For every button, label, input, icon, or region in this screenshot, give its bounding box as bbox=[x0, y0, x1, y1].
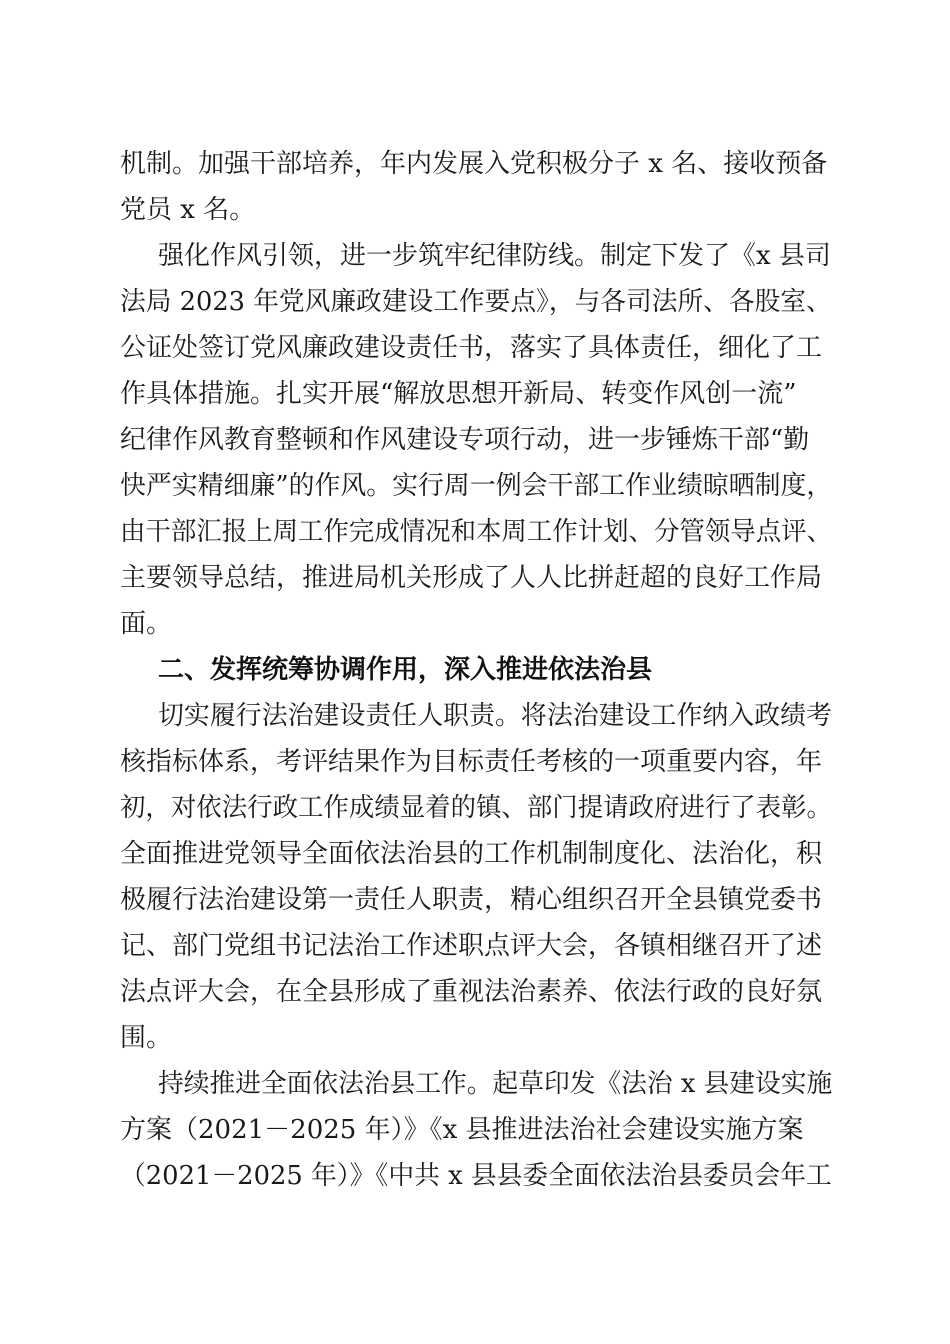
text-line-content: 持续推进全面依法治县工作。起草印发《法治 x 县建设实施 bbox=[158, 1069, 833, 1099]
body-text-line bbox=[0, 784, 950, 832]
text-line-content: 由干部汇报上周工作完成情况和本周工作计划、分管领导点评、 bbox=[120, 517, 832, 547]
body-text-line bbox=[0, 922, 950, 970]
body-text-line bbox=[0, 968, 950, 1016]
body-text-line bbox=[0, 1106, 950, 1154]
text-line-content: （2021－2025 年）》《中共 x 县县委全面依法治县委员会年工 bbox=[120, 1161, 832, 1191]
text-line-content: 快严实精细廉”的作风。实行周一例会干部工作业绩晾晒制度， bbox=[120, 471, 833, 501]
body-text-line bbox=[0, 416, 950, 464]
text-line-content: 纪律作风教育整顿和作风建设专项行动，进一步锤炼干部“勤 bbox=[120, 425, 810, 455]
text-line-content: 方案（2021－2025 年）》《x 县推进法治社会建设实施方案 bbox=[120, 1115, 804, 1145]
text-line-content: 初，对依法行政工作成绩显着的镇、部门提请政府进行了表彰。 bbox=[120, 793, 832, 823]
text-line-content: 切实履行法治建设责任人职责。将法治建设工作纳入政绩考 bbox=[158, 701, 832, 731]
body-text-line bbox=[0, 186, 950, 234]
body-text-line bbox=[0, 324, 950, 372]
section-heading-text: 二、发挥统筹协调作用，深入推进依法治县 bbox=[158, 655, 653, 685]
body-text-line bbox=[0, 508, 950, 556]
body-text-line bbox=[0, 1014, 950, 1062]
text-line-content: 极履行法治建设第一责任人职责，精心组织召开全县镇党委书 bbox=[120, 885, 823, 915]
text-line-content: 公证处签订党风廉政建设责任书，落实了具体责任，细化了工 bbox=[120, 333, 823, 363]
text-line-content: 法局 2023 年党风廉政建设工作要点》，与各司法所、各股室、 bbox=[120, 287, 832, 317]
text-line-content: 党员 x 名。 bbox=[120, 195, 256, 225]
body-text-line bbox=[0, 278, 950, 326]
body-text-line bbox=[0, 830, 950, 878]
body-text-line bbox=[0, 876, 950, 924]
body-text-line bbox=[0, 1152, 950, 1200]
text-line-content: 全面推进党领导全面依法治县的工作机制制度化、法治化，积 bbox=[120, 839, 823, 869]
text-line-content: 核指标体系，考评结果作为目标责任考核的一项重要内容，年 bbox=[120, 747, 823, 777]
text-line-content: 记、部门党组书记法治工作述职点评大会，各镇相继召开了述 bbox=[120, 931, 823, 961]
text-line-content: 机制。加强干部培养，年内发展入党积极分子 x 名、接收预备 bbox=[120, 149, 828, 179]
text-line-content: 作具体措施。扎实开展“解放思想开新局、转变作风创一流” bbox=[120, 379, 797, 409]
section-heading bbox=[0, 646, 950, 694]
body-text-line bbox=[0, 600, 950, 648]
body-text-line bbox=[0, 554, 950, 602]
paragraph-first-line bbox=[0, 692, 950, 740]
text-line-content: 强化作风引领，进一步筑牢纪律防线。制定下发了《x 县司 bbox=[158, 241, 831, 271]
body-text-line bbox=[0, 140, 950, 188]
body-text-line bbox=[0, 738, 950, 786]
text-line-content: 围。 bbox=[120, 1023, 173, 1053]
body-text-line bbox=[0, 370, 950, 418]
text-line-content: 主要领导总结，推进局机关形成了人人比拼赶超的良好工作局 bbox=[120, 563, 823, 593]
body-text-line bbox=[0, 462, 950, 510]
paragraph-first-line bbox=[0, 232, 950, 280]
text-line-content: 面。 bbox=[120, 609, 173, 639]
text-line-content: 法点评大会，在全县形成了重视法治素养、依法行政的良好氛 bbox=[120, 977, 823, 1007]
paragraph-first-line bbox=[0, 1060, 950, 1108]
